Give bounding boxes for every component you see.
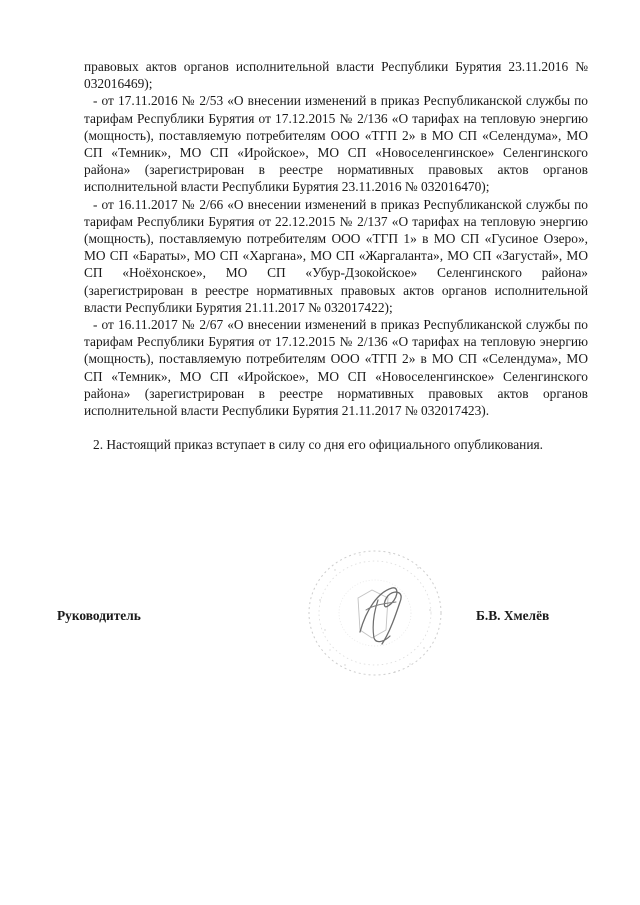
signatory-role: Руководитель <box>57 608 141 623</box>
signatory-name: Б.В. Хмелёв <box>476 608 550 623</box>
document-body <box>84 58 588 453</box>
paragraph-continuation: правовых актов органов исполнительной власти Республики Бурятия 23.11.2016 № 032016469); <box>84 59 588 92</box>
paragraph-amendment-2-67: - от 16.11.2017 № 2/67 «О внесении изменений в приказ Республиканской службы по тарифам Республики Бурятия от 17.12.2015 № 2/136 «О тарифах на тепловую энергию (мощность), поставляемую потребителям ООО «ТГП 2» в МО СП «Селендума», МО СП «Темник», МО СП «Иройское», МО СП «Новоселенгинское» Селенгинского района» (зарегистрирован в реестре нормативных правовых актов органов исполнительной власти Республики Бурятия 21.11.2017 № 032017423). <box>84 317 588 419</box>
paragraph-item-2: 2. Настоящий приказ вступает в силу со дня его официального опубликования. <box>93 437 543 453</box>
paragraph-amendment-2-66: - от 16.11.2017 № 2/66 «О внесении изменений в приказ Республиканской службы по тарифам Республики Бурятия от 22.12.2015 № 2/137 «О тарифах на тепловую энергию (мощность), поставляемую потребителям ООО «ТГП 1» в МО СП «Гусиное Озеро», МО СП «Бараты», МО СП «Харгана», МО СП «Жаргаланта», МО СП «Загустай», МО СП «Ноёхонское», МО СП «Убур-Дзокойское» Селенгинского района» (зарегистрирован в реестре нормативных правовых актов органов исполнительной власти Республики Бурятия 21.11.2017 № 032017422); <box>84 196 588 315</box>
official-seal-with-signature <box>300 540 450 685</box>
paragraph-amendment-2-53: - от 17.11.2016 № 2/53 «О внесении изменений в приказ Республиканской службы по тарифам Республики Бурятия от 17.12.2015 № 2/136 «О тарифах на тепловую энергию (мощность), поставляемую потребителям ООО «ТГП 2» в МО СП «Селендума», МО СП «Темник», МО СП «Иройское», МО СП «Новоселенгинское» Селенгинского района» (зарегистрирован в реестре нормативных правовых актов органов исполнительной власти Республики Бурятия 23.11.2016 № 032016470); <box>84 93 588 195</box>
